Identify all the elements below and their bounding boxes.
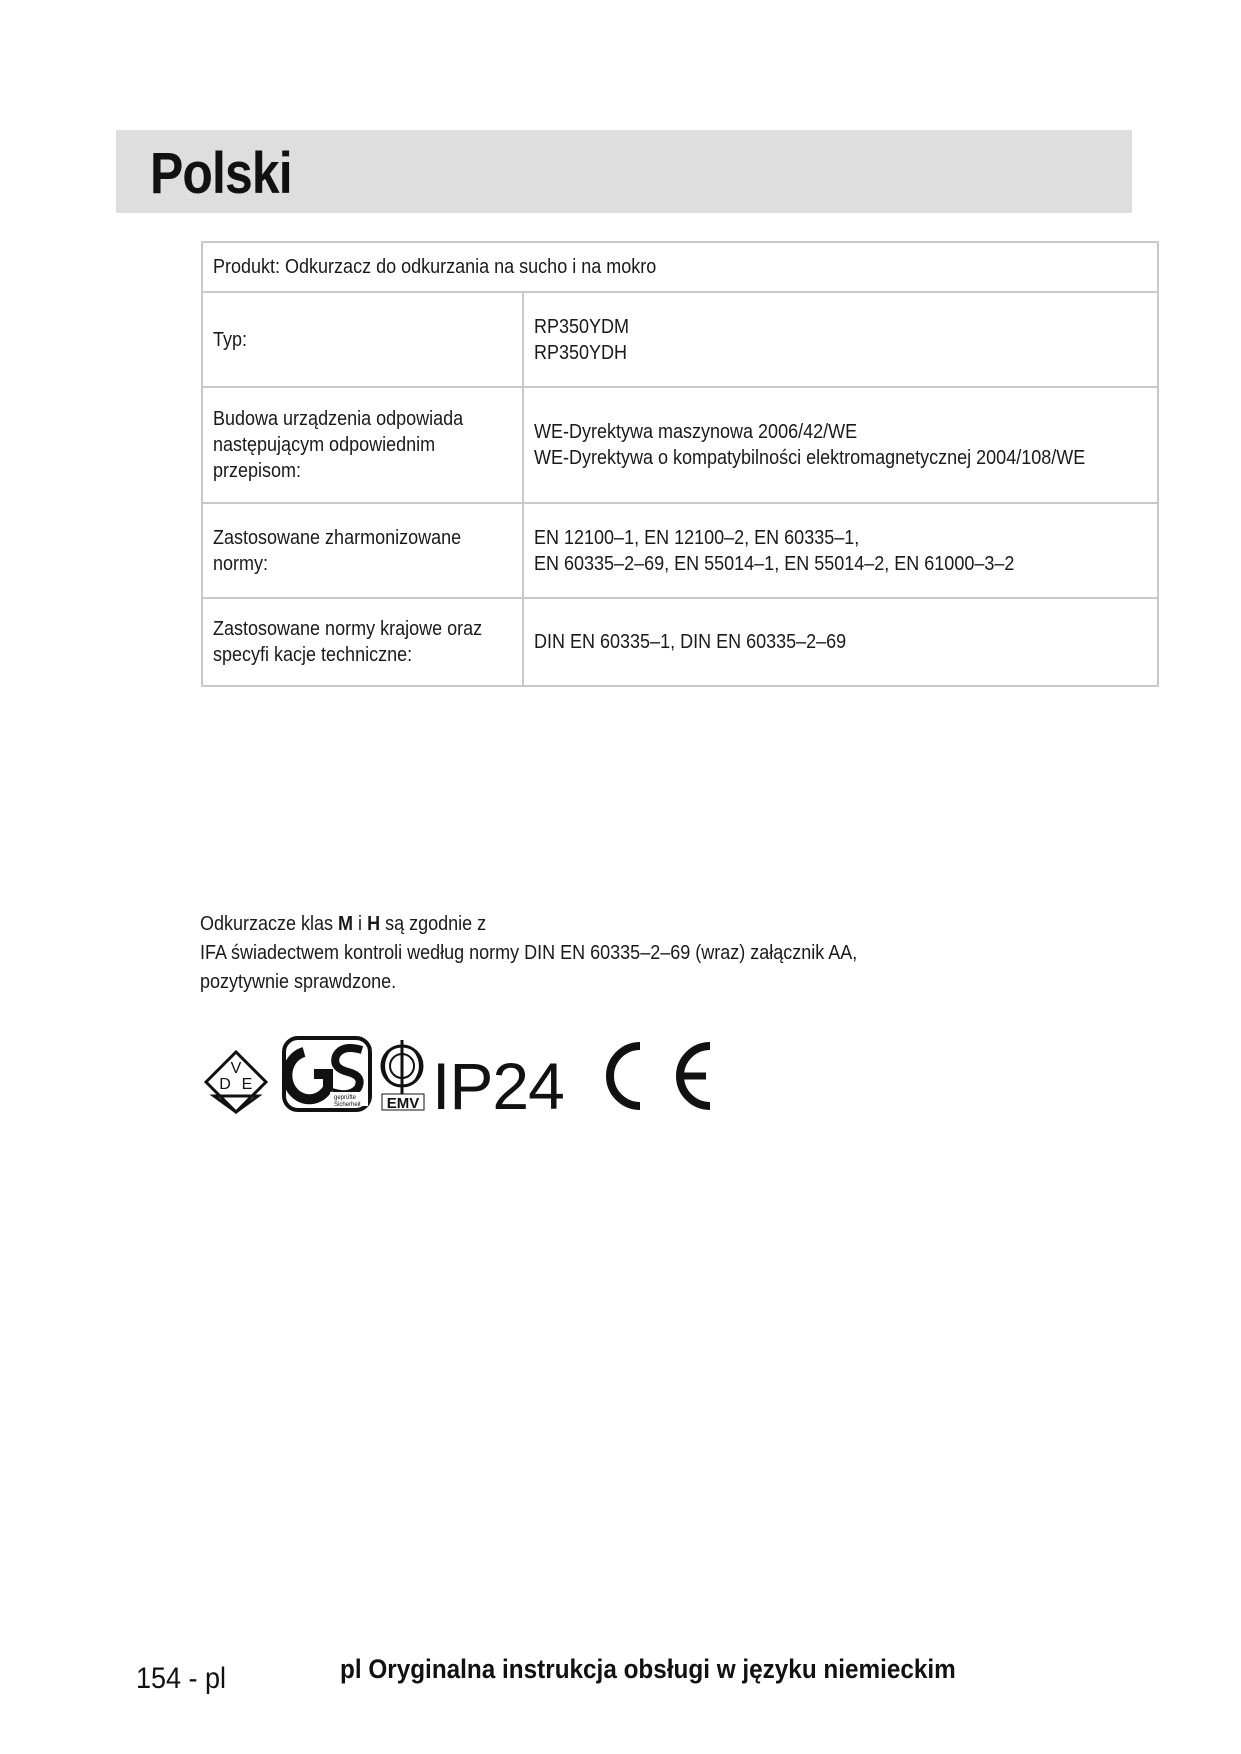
label-cell	[202, 387, 523, 503]
row-label: przepisom:	[213, 460, 302, 482]
row-value: EN 12100–1, EN 12100–2, EN 60335–1,	[534, 526, 860, 549]
page-number	[136, 1662, 236, 1696]
row-value: RP350YDM	[534, 315, 630, 338]
row-label: specyfi kacje techniczne:	[213, 644, 413, 666]
footer-title-text: pl Oryginalna instrukcja obsługi w języku niemieckim	[340, 1654, 956, 1684]
note-text: Odkurzacze klas	[200, 913, 339, 935]
ce-icon	[610, 1046, 710, 1106]
product-text: Produkt: Odkurzacz do odkurzania na sucho i na mokro	[213, 256, 657, 278]
page-number-text: 154 - pl	[136, 1662, 227, 1695]
value-cell	[523, 292, 1157, 387]
row-label: następującym odpowiednim	[213, 434, 436, 456]
table-row	[202, 292, 1158, 387]
note-line	[200, 910, 486, 939]
svg-text:D: D	[219, 1076, 231, 1093]
gs-icon	[284, 1038, 370, 1110]
row-value: EN 60335–2–69, EN 55014–1, EN 55014–2, EN 61000–3–2	[534, 552, 1015, 575]
row-value: WE-Dyrektywa maszynowa 2006/42/WE	[534, 421, 858, 443]
vde-emv-icon	[382, 1040, 424, 1112]
row-label: Zastosowane zharmonizowane	[213, 526, 462, 549]
note-line: IFA świadectwem kontroli według normy DIN EN 60335–2–69 (wraz) załącznik AA,	[200, 942, 858, 964]
svg-text:E: E	[241, 1076, 253, 1093]
value-cell	[523, 503, 1157, 598]
label-cell	[202, 598, 523, 686]
conformity-note	[200, 910, 930, 997]
product-cell	[202, 242, 1158, 292]
note-line: pozytywnie sprawdzone.	[200, 971, 397, 993]
row-label: normy:	[213, 552, 269, 575]
table-row	[202, 242, 1158, 292]
svg-text:Sicherheit: Sicherheit	[334, 1102, 361, 1108]
row-label: Budowa urządzenia odpowiada	[213, 408, 464, 430]
ip-rating: IP24	[432, 1049, 564, 1123]
label-cell	[202, 503, 523, 598]
svg-text:geprüfte: geprüfte	[334, 1095, 357, 1101]
class-h: H	[367, 913, 381, 935]
table-row	[202, 387, 1158, 503]
value-cell	[523, 387, 1157, 503]
class-m: M	[338, 913, 354, 935]
label-cell	[202, 292, 523, 387]
value-cell	[523, 598, 1157, 686]
note-text: i	[353, 913, 368, 935]
svg-text:EMV: EMV	[386, 1095, 420, 1112]
row-value: DIN EN 60335–1, DIN EN 60335–2–69	[534, 631, 847, 653]
svg-text:V: V	[230, 1060, 242, 1077]
row-label: Typ:	[213, 328, 248, 351]
note-text: są zgodnie z	[380, 913, 487, 935]
vde-icon	[206, 1052, 266, 1112]
row-value: WE-Dyrektywa o kompatybilności elektromagnetycznej 2004/108/WE	[534, 447, 1086, 469]
table-row	[202, 503, 1158, 598]
row-label: Zastosowane normy krajowe oraz	[213, 618, 483, 640]
row-value: RP350YDH	[534, 341, 628, 364]
table-row	[202, 598, 1158, 686]
footer-title	[340, 1654, 1024, 1685]
declaration-table	[201, 241, 1159, 687]
title-band	[116, 130, 1132, 213]
page-title: Polski	[150, 141, 292, 206]
